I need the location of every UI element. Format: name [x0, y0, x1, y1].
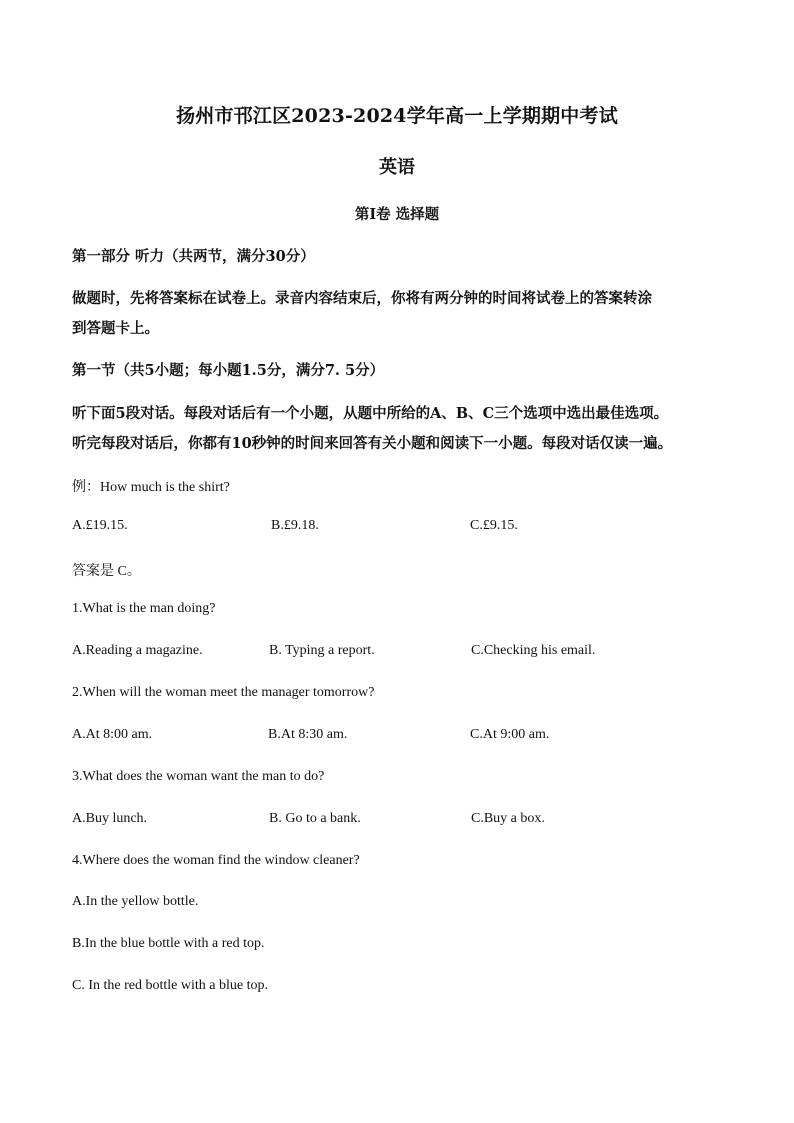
question-2-option-a: A.At 8:00 am.: [72, 727, 153, 742]
section1-directions-line2: 听完每段对话后，你都有10秒钟的时间来回答有关小题和阅读下一小题。每段对话仅读一遍。: [72, 435, 673, 452]
section1-heading: 第一节（共5小题；每小题1.5分，满分7. 5分）: [72, 362, 385, 379]
question-4-option-c: C. In the red bottle with a blue top.: [72, 978, 268, 993]
section1-directions-line1: 听下面5段对话。每段对话后有一个小题，从题中所给的A、B、C三个选项中选出最佳选项。: [72, 405, 669, 422]
question-1-option-b: B. Typing a report.: [269, 643, 375, 658]
question-4-option-b: B.In the blue bottle with a red top.: [72, 936, 265, 951]
part1-heading: 第一部分 听力（共两节，满分30分）: [72, 248, 315, 265]
example-option-b: B.£9.18.: [271, 518, 319, 533]
question-4-option-a: A.In the yellow bottle.: [72, 894, 199, 909]
question-1: 1.What is the man doing?: [72, 601, 216, 616]
example-option-a: A.£19.15.: [72, 518, 128, 533]
question-3-option-c: C.Buy a box.: [471, 811, 545, 826]
question-4: 4.Where does the woman find the window cleaner?: [72, 853, 360, 868]
question-1-option-c: C.Checking his email.: [471, 643, 596, 658]
example-question: 例：How much is the shirt?: [72, 480, 230, 495]
question-2-option-c: C.At 9:00 am.: [470, 727, 550, 742]
example-answer: 答案是 C。: [72, 564, 141, 579]
question-3: 3.What does the woman want the man to do?: [72, 769, 325, 784]
exam-title: 扬州市邗江区2023-2024学年高一上学期期中考试: [176, 105, 618, 127]
question-2: 2.When will the woman meet the manager tomorrow?: [72, 685, 375, 700]
question-2-option-b: B.At 8:30 am.: [268, 727, 348, 742]
part1-instructions-line1: 做题时，先将答案标在试卷上。录音内容结束后，你将有两分钟的时间将试卷上的答案转涂: [72, 290, 652, 307]
example-option-c: C.£9.15.: [470, 518, 518, 533]
exam-subject: 英语: [379, 157, 415, 178]
question-3-option-b: B. Go to a bank.: [269, 811, 361, 826]
question-1-option-a: A.Reading a magazine.: [72, 643, 203, 658]
volume-heading: 第I卷 选择题: [354, 206, 440, 223]
part1-instructions-line2: 到答题卡上。: [72, 320, 159, 337]
question-3-option-a: A.Buy lunch.: [72, 811, 148, 826]
